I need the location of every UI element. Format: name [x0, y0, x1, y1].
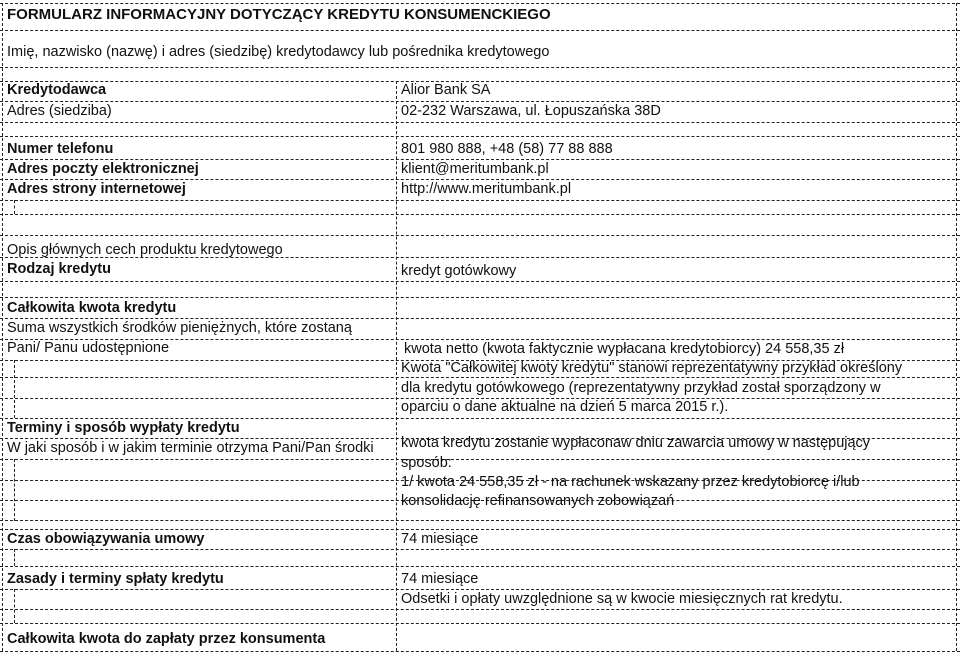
repayment-label: Zasady i terminy spłaty kredytu — [7, 571, 224, 587]
amount-heading: Całkowita kwota kredytu — [7, 300, 177, 316]
address-value: 02-232 Warszawa, ul. Łopuszańska 38D — [401, 103, 661, 119]
total-label: Całkowita kwota do zapłaty przez konsumenta — [7, 631, 326, 647]
website-label: Adres strony internetowej — [7, 181, 186, 197]
border-left — [2, 3, 3, 651]
website-value: http://www.meritumbank.pl — [401, 181, 572, 197]
amount-note: oparciu o dane aktualne na dzień 5 marca 2015 r.). — [401, 399, 729, 415]
rule — [0, 529, 960, 530]
rule — [0, 520, 960, 521]
amount-note: dla kredytu gotówkowego (reprezentatywny przykład został sporządzony w — [401, 380, 881, 396]
lender-value: Alior Bank SA — [401, 82, 491, 98]
payout-heading: Terminy i sposób wypłaty kredytu — [7, 420, 240, 436]
term-label: Czas obowiązywania umowy — [7, 531, 205, 547]
rule — [0, 3, 960, 4]
term-value: 74 miesiące — [401, 531, 479, 547]
column-divider — [396, 81, 397, 651]
product-heading: Opis głównych cech produktu kredytowego — [7, 242, 283, 258]
repayment-note: Odsetki i opłaty uwzględnione są w kwocie miesięcznych rat kredytu. — [401, 591, 843, 607]
repayment-value: 74 miesiące — [401, 571, 479, 587]
credit-type-value: kredyt gotówkowy — [401, 263, 517, 279]
payout-question: W jaki sposób i w jakim terminie otrzyma Pani/Pan środki — [7, 440, 374, 456]
amount-value: kwota netto (kwota faktycznie wypłacana kredytobiorcy) 24 558,35 zł — [404, 341, 845, 357]
rule — [0, 67, 960, 68]
rule — [0, 297, 960, 298]
payout-answer: konsolidację refinansowanych zobowiązań — [401, 493, 675, 509]
payout-answer: sposób: — [401, 455, 452, 471]
rule — [0, 122, 960, 123]
email-value: klient@meritumbank.pl — [401, 161, 549, 177]
email-label: Adres poczty elektronicznej — [7, 161, 199, 177]
rule — [0, 589, 960, 590]
rule — [0, 318, 960, 319]
rule — [0, 101, 960, 102]
rule — [0, 235, 960, 236]
phone-label: Numer telefonu — [7, 141, 114, 157]
border-right — [956, 3, 957, 651]
amount-note: Kwota "Całkowitej kwoty kredytu" stanowi reprezentatywny przykład określony — [401, 360, 903, 376]
rule — [0, 200, 960, 201]
lender-label: Kredytodawca — [7, 82, 107, 98]
rule — [0, 136, 960, 137]
payout-answer: 1/ kwota 24 558,35 zł - na rachunek wskazany przez kredytobiorcę i/lub — [401, 474, 860, 490]
rule — [0, 459, 960, 460]
column-divider — [14, 549, 15, 566]
amount-description: Pani/ Panu udostępnione — [7, 340, 170, 356]
column-divider — [14, 589, 15, 623]
form-title: FORMULARZ INFORMACYJNY DOTYCZĄCY KREDYTU KONSUMENCKIEGO — [7, 6, 551, 23]
rule — [0, 651, 960, 652]
rule — [0, 377, 960, 378]
rule — [0, 609, 960, 610]
amount-description: Suma wszystkich środków pieniężnych, które zostaną — [7, 320, 352, 336]
payout-answer: kwota kredytu zostanie wypłaconaw dniu zawarcia umowy w następujący — [401, 435, 871, 451]
phone-value: 801 980 888, +48 (58) 77 88 888 — [401, 141, 613, 157]
column-divider — [14, 360, 15, 418]
column-divider — [14, 459, 15, 521]
rule — [0, 549, 960, 550]
rule — [0, 179, 960, 180]
rule — [0, 418, 960, 419]
address-label: Adres (siedziba) — [7, 103, 112, 119]
rule — [0, 566, 960, 567]
rule — [0, 281, 960, 282]
credit-type-label: Rodzaj kredytu — [7, 261, 111, 277]
rule — [0, 214, 960, 215]
rule — [0, 159, 960, 160]
rule — [0, 623, 960, 624]
rule — [0, 30, 960, 31]
section-heading: Imię, nazwisko (nazwę) i adres (siedzibę) kredytodawcy lub pośrednika kredytowego — [7, 44, 550, 60]
column-divider — [14, 200, 15, 214]
